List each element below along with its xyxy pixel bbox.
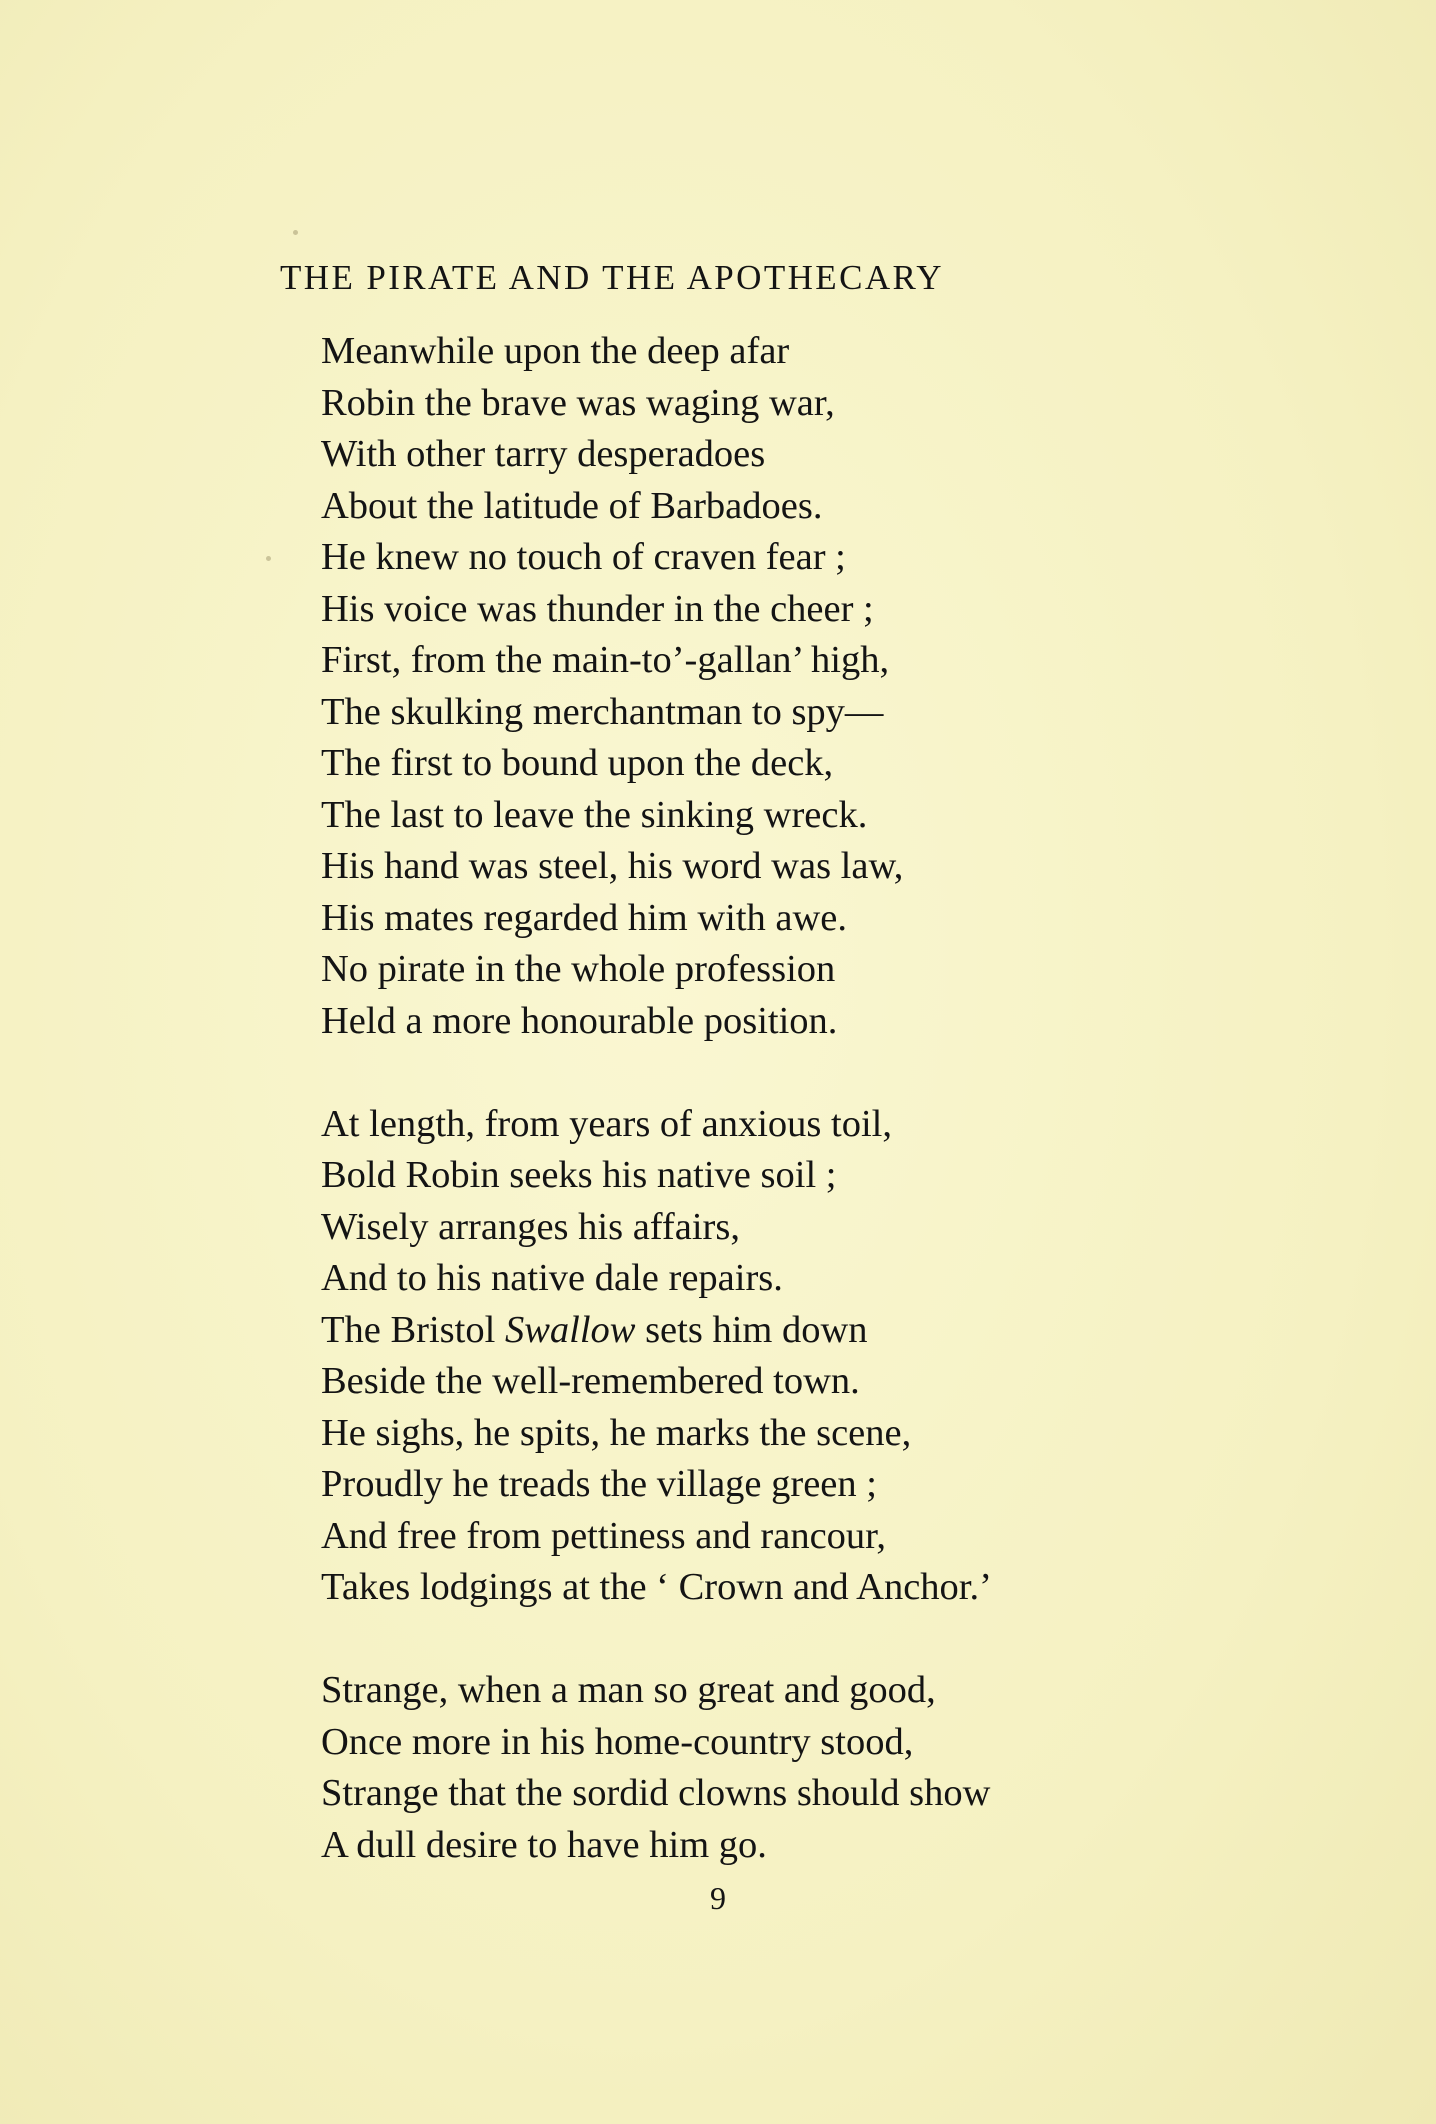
poem-line: His hand was steel, his word was law, (321, 845, 904, 887)
poem-line: A dull desire to have him go. (321, 1823, 767, 1866)
poem-line: Strange that the sordid clowns should show (321, 1772, 991, 1814)
stanza-2 (321, 1099, 1321, 1614)
stanza-1 (321, 326, 1321, 1047)
poem-line: No pirate in the whole profession (321, 948, 836, 990)
stanza-3 (321, 1665, 1321, 1871)
poem-line: Takes lodgings at the ‘ Crown and Anchor.’ (321, 1566, 992, 1608)
poem-line: At length, from years of anxious toil, (321, 1102, 892, 1145)
poem-line: The last to leave the sinking wreck. (321, 793, 868, 836)
page-number: 9 (710, 1880, 726, 1916)
poem-line: And to his native dale repairs. (321, 1257, 783, 1299)
poem-line: Wisely arranges his affairs, (321, 1205, 740, 1248)
poem-line: His mates regarded him with awe. (321, 896, 848, 939)
poem-line: The skulking merchantman to spy— (321, 690, 884, 733)
poem-line: Proudly he treads the village green ; (321, 1463, 877, 1505)
line-text-before: The Bristol (321, 1308, 505, 1351)
poem-text (321, 326, 1321, 1923)
poem-line: With other tarry desperadoes (321, 433, 766, 475)
line-text-after: sets him down (635, 1308, 868, 1351)
running-head: THE PIRATE AND THE APOTHECARY (280, 258, 944, 297)
poem-line-swallow (321, 1305, 1321, 1357)
poem-line: Bold Robin seeks his native soil ; (321, 1154, 837, 1196)
poem-line: First, from the main-to’-gallan’ high, (321, 639, 890, 681)
poem-line: Held a more honourable position. (321, 999, 838, 1042)
paper-speck (293, 230, 298, 235)
poem-line: Beside the well-remembered town. (321, 1360, 860, 1402)
ship-name-italic: Swallow (504, 1308, 636, 1351)
poem-line: Strange, when a man so great and good, (321, 1669, 936, 1711)
poem-line: Robin the brave was waging war, (321, 381, 835, 424)
poem-line: Once more in his home-country stood, (321, 1720, 914, 1763)
poem-line: He knew no touch of craven fear ; (321, 536, 846, 578)
poem-line: About the latitude of Barbadoes. (321, 484, 823, 527)
poem-line: His voice was thunder in the cheer ; (321, 587, 874, 630)
poem-line: He sighs, he spits, he marks the scene, (321, 1411, 912, 1454)
poem-line: The first to bound upon the deck, (321, 742, 834, 784)
poem-line: Meanwhile upon the deep afar (321, 330, 790, 372)
poem-line: And free from pettiness and rancour, (321, 1514, 887, 1557)
paper-speck (266, 556, 271, 561)
